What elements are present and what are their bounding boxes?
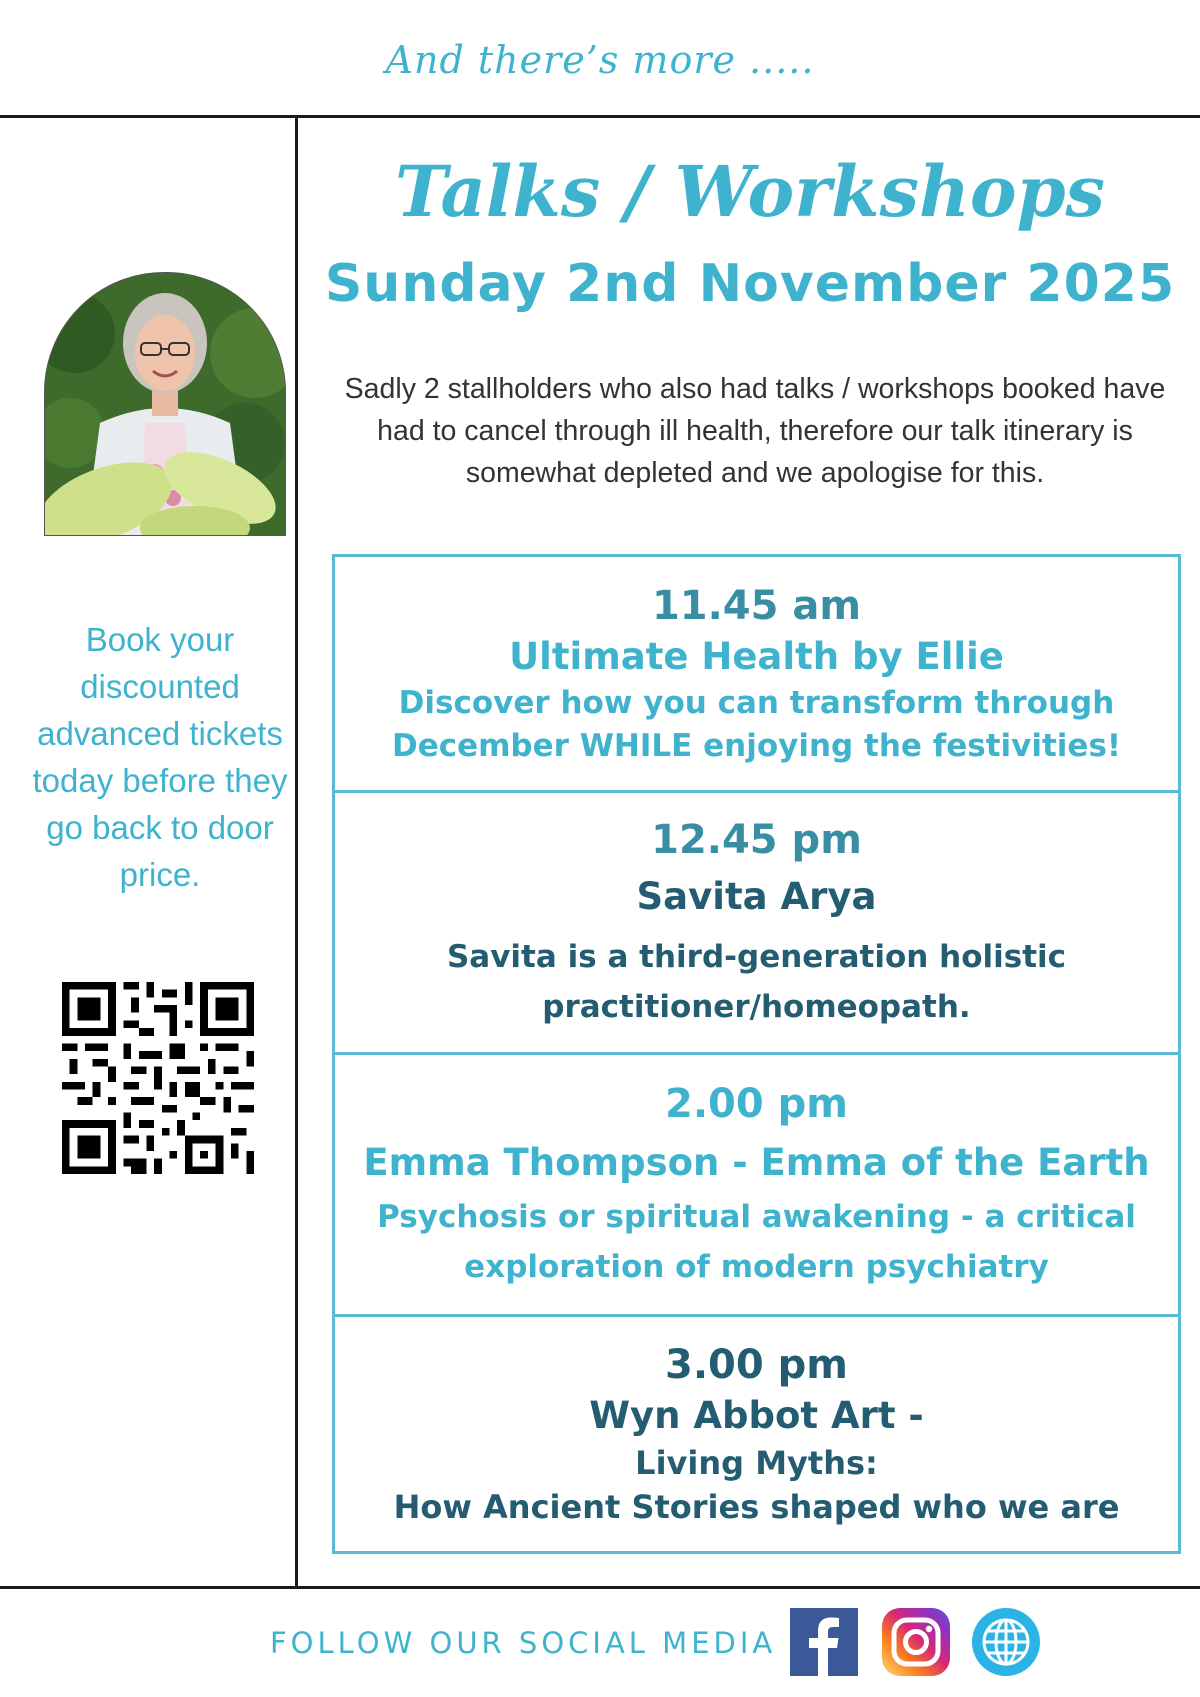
facebook-icon[interactable] bbox=[790, 1608, 858, 1676]
slot-description-line2: How Ancient Stories shaped who we are bbox=[393, 1488, 1120, 1526]
slot-description: Psychosis or spiritual awakening - a critical exploration of modern psychiatry bbox=[377, 1198, 1136, 1285]
top-divider bbox=[0, 115, 1200, 118]
slot-time: 12.45 pm bbox=[651, 816, 862, 863]
bottom-divider bbox=[0, 1586, 1200, 1589]
slot-time: 2.00 pm bbox=[665, 1080, 848, 1127]
slot-speaker: Wyn Abbot Art - bbox=[589, 1394, 924, 1437]
schedule-slot-4 bbox=[335, 1317, 1178, 1551]
vertical-divider bbox=[295, 117, 298, 1587]
slot-speaker: Ultimate Health by Ellie bbox=[509, 634, 1004, 678]
event-date: Sunday 2nd November 2025 bbox=[324, 254, 1176, 314]
social-media-label: FOLLOW OUR SOCIAL MEDIA bbox=[270, 1626, 777, 1660]
page-title: Talks / Workshops bbox=[395, 150, 1105, 233]
speaker-photo bbox=[44, 272, 286, 536]
schedule-slot-2 bbox=[335, 793, 1178, 1055]
slot-time: 3.00 pm bbox=[665, 1342, 848, 1388]
slot-description: Savita is a third-generation holistic practitioner/homeopath. bbox=[446, 938, 1067, 1025]
slot-speaker: Savita Arya bbox=[636, 874, 877, 918]
qr-code-icon[interactable] bbox=[62, 982, 254, 1174]
slot-speaker: Emma Thompson - Emma of the Earth bbox=[363, 1140, 1150, 1184]
website-globe-icon[interactable] bbox=[970, 1606, 1042, 1678]
instagram-icon[interactable] bbox=[880, 1606, 952, 1678]
slot-time: 11.45 am bbox=[651, 582, 862, 629]
schedule-slot-3 bbox=[335, 1055, 1178, 1317]
cancellation-notice: Sadly 2 stallholders who also had talks / workshops booked have had to cancel through ill health, therefore our talk itinerary is somewhat depleted and we apologise for this. bbox=[344, 373, 1166, 489]
slot-description-line1: Living Myths: bbox=[635, 1444, 878, 1482]
tagline: And there’s more ..... bbox=[385, 38, 815, 82]
slot-description: Discover how you can transform through December WHILE enjoying the festivities! bbox=[391, 684, 1122, 764]
book-tickets-text: Book your discounted advanced tickets today before they go back to door price. bbox=[32, 621, 288, 893]
schedule-slot-1 bbox=[335, 557, 1178, 793]
talk-schedule bbox=[332, 554, 1181, 1554]
